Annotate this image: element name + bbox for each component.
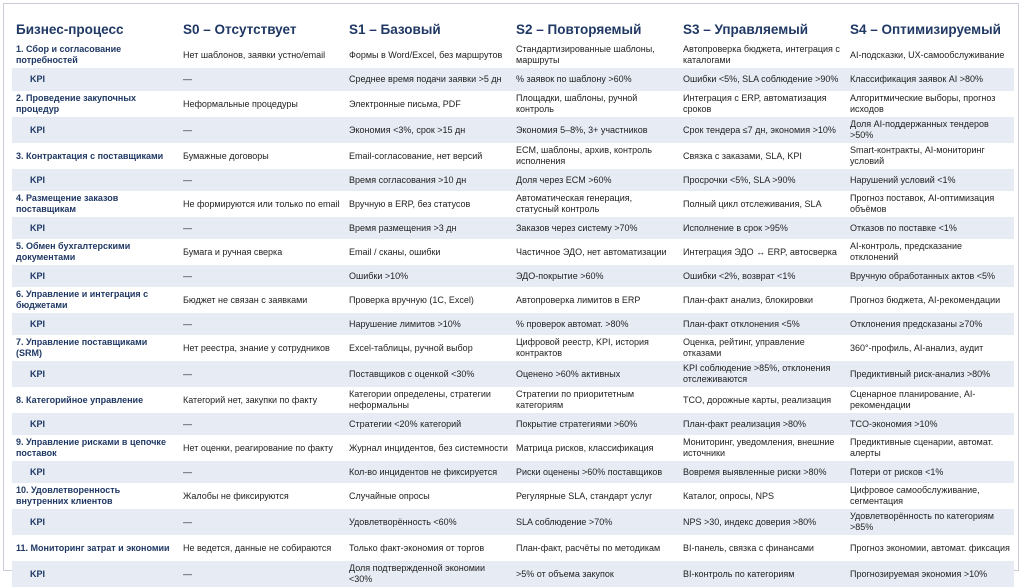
cell-s3: Срок тендера ≤7 дн, экономия >10% xyxy=(679,117,846,143)
cell-s3: Вовремя выявленные риски >80% xyxy=(679,461,846,483)
cell-s3: Интеграция ЭДО ↔ ERP, автосверка xyxy=(679,239,846,265)
cell-s2: Риски оценены >60% поставщиков xyxy=(512,461,679,483)
cell-s1: Среднее время подачи заявки >5 дн xyxy=(345,68,512,91)
cell-s4: AI-контроль, предсказание отклонений xyxy=(846,239,1014,265)
cell-s2: Оценено >60% активных xyxy=(512,361,679,387)
cell-s0: — xyxy=(179,361,345,387)
header-row xyxy=(12,16,1014,42)
cell-s0: — xyxy=(179,509,345,535)
cell-s0: — xyxy=(179,68,345,91)
cell-s0: — xyxy=(179,461,345,483)
cell-s3: Автопроверка бюджета, интеграция с каталогами xyxy=(679,42,846,68)
process-name: 4. Размещение заказов поставщикам xyxy=(12,191,179,217)
maturity-matrix-table xyxy=(12,16,1014,587)
cell-s4: Предиктивный риск-анализ >80% xyxy=(846,361,1014,387)
cell-s4: Smart-контракты, AI-мониторинг условий xyxy=(846,143,1014,169)
cell-s2: Автоматическая генерация, статусный контроль xyxy=(512,191,679,217)
cell-s4: Прогноз экономии, автомат. фиксация xyxy=(846,535,1014,561)
process-name: 8. Категорийное управление xyxy=(12,387,179,413)
kpi-row xyxy=(12,413,1014,435)
process-name: 1. Сбор и согласование потребностей xyxy=(12,42,179,68)
cell-s1: Время согласования >10 дн xyxy=(345,169,512,191)
cell-s0: — xyxy=(179,117,345,143)
cell-s3: BI-контроль по категориям xyxy=(679,561,846,587)
cell-s0: Жалобы не фиксируются xyxy=(179,483,345,509)
header-s4: S4 – Оптимизируемый xyxy=(850,21,1001,37)
cell-s2: >5% от объема закупок xyxy=(512,561,679,587)
cell-s4: Нарушений условий <1% xyxy=(846,169,1014,191)
cell-s2: Автопроверка лимитов в ERP xyxy=(512,287,679,313)
cell-s3: Полный цикл отслеживания, SLA xyxy=(679,191,846,217)
cell-s1: Стратегии <20% категорий xyxy=(345,413,512,435)
cell-s1: Поставщиков с оценкой <30% xyxy=(345,361,512,387)
kpi-label: KPI xyxy=(12,361,179,387)
cell-s4: 360°-профиль, AI-анализ, аудит xyxy=(846,335,1014,361)
kpi-row xyxy=(12,313,1014,335)
kpi-label: KPI xyxy=(12,413,179,435)
cell-s0: Нет шаблонов, заявки устно/email xyxy=(179,42,345,68)
kpi-label: KPI xyxy=(12,68,179,91)
cell-s4: Отклонения предсказаны ≥70% xyxy=(846,313,1014,335)
cell-s3: Оценка, рейтинг, управление отказами xyxy=(679,335,846,361)
cell-s3: BI-панель, связка с финансами xyxy=(679,535,846,561)
kpi-row xyxy=(12,117,1014,143)
cell-s0: — xyxy=(179,561,345,587)
cell-s3: План-факт отклонения <5% xyxy=(679,313,846,335)
cell-s4: Цифровое самообслуживание, сегментация xyxy=(846,483,1014,509)
cell-s3: Исполнение в срок >95% xyxy=(679,217,846,239)
cell-s3: TCO, дорожные карты, реализация xyxy=(679,387,846,413)
cell-s2: Доля через ECM >60% xyxy=(512,169,679,191)
process-name: 5. Обмен бухгалтерскими документами xyxy=(12,239,179,265)
header-s2: S2 – Повторяемый xyxy=(516,21,642,37)
kpi-row xyxy=(12,265,1014,287)
kpi-row xyxy=(12,169,1014,191)
cell-s0: Бюджет не связан с заявками xyxy=(179,287,345,313)
cell-s2: ЭДО-покрытие >60% xyxy=(512,265,679,287)
process-row xyxy=(12,143,1014,169)
cell-s1: Доля подтвержденной экономии <30% xyxy=(345,561,512,587)
cell-s0: — xyxy=(179,217,345,239)
cell-s1: Нарушение лимитов >10% xyxy=(345,313,512,335)
kpi-label: KPI xyxy=(12,217,179,239)
cell-s2: ECM, шаблоны, архив, контроль исполнения xyxy=(512,143,679,169)
cell-s4: Алгоритмические выборы, прогноз исходов xyxy=(846,91,1014,117)
cell-s4: Удовлетворённость по категориям >85% xyxy=(846,509,1014,535)
cell-s0: Не формируются или только по email xyxy=(179,191,345,217)
header-s0: S0 – Отсутствует xyxy=(183,21,297,37)
cell-s4: Прогнозируемая экономия >10% xyxy=(846,561,1014,587)
cell-s2: Матрица рисков, классификация xyxy=(512,435,679,461)
kpi-label: KPI xyxy=(12,561,179,587)
cell-s2: Площадки, шаблоны, ручной контроль xyxy=(512,91,679,117)
cell-s3: План-факт анализ, блокировки xyxy=(679,287,846,313)
kpi-row xyxy=(12,561,1014,587)
cell-s0: Бумага и ручная сверка xyxy=(179,239,345,265)
cell-s2: План-факт, расчёты по методикам xyxy=(512,535,679,561)
cell-s1: Время размещения >3 дн xyxy=(345,217,512,239)
cell-s3: KPI соблюдение >85%, отклонения отслеживаются xyxy=(679,361,846,387)
cell-s2: % проверок автомат. >80% xyxy=(512,313,679,335)
cell-s1: Проверка вручную (1С, Excel) xyxy=(345,287,512,313)
cell-s2: % заявок по шаблону >60% xyxy=(512,68,679,91)
cell-s3: NPS >30, индекс доверия >80% xyxy=(679,509,846,535)
cell-s4: AI-подсказки, UX-самообслуживание xyxy=(846,42,1014,68)
cell-s2: Заказов через систему >70% xyxy=(512,217,679,239)
kpi-row xyxy=(12,217,1014,239)
process-name: 7. Управление поставщиками (SRM) xyxy=(12,335,179,361)
cell-s4: TCO-экономия >10% xyxy=(846,413,1014,435)
cell-s1: Случайные опросы xyxy=(345,483,512,509)
process-row xyxy=(12,335,1014,361)
cell-s2: Стратегии по приоритетным категориям xyxy=(512,387,679,413)
kpi-row xyxy=(12,68,1014,91)
kpi-label: KPI xyxy=(12,265,179,287)
cell-s0: Нет оценки, реагирование по факту xyxy=(179,435,345,461)
process-row xyxy=(12,42,1014,68)
process-row xyxy=(12,91,1014,117)
cell-s0: Категорий нет, закупки по факту xyxy=(179,387,345,413)
cell-s0: Не ведется, данные не собираются xyxy=(179,535,345,561)
process-name: 2. Проведение закупочных процедур xyxy=(12,91,179,117)
cell-s4: Прогноз бюджета, AI-рекомендации xyxy=(846,287,1014,313)
kpi-label: KPI xyxy=(12,169,179,191)
cell-s1: Excel-таблицы, ручной выбор xyxy=(345,335,512,361)
cell-s1: Только факт-экономия от торгов xyxy=(345,535,512,561)
cell-s3: Ошибки <5%, SLA соблюдение >90% xyxy=(679,68,846,91)
cell-s0: Нет реестра, знание у сотрудников xyxy=(179,335,345,361)
cell-s2: Регулярные SLA, стандарт услуг xyxy=(512,483,679,509)
cell-s4: Потери от рисков <1% xyxy=(846,461,1014,483)
process-name: 6. Управление и интеграция с бюджетами xyxy=(12,287,179,313)
cell-s0: Неформальные процедуры xyxy=(179,91,345,117)
kpi-label: KPI xyxy=(12,461,179,483)
cell-s4: Вручную обработанных актов <5% xyxy=(846,265,1014,287)
cell-s3: Просрочки <5%, SLA >90% xyxy=(679,169,846,191)
kpi-label: KPI xyxy=(12,313,179,335)
kpi-row xyxy=(12,509,1014,535)
cell-s1: Ошибки >10% xyxy=(345,265,512,287)
cell-s1: Email-согласование, нет версий xyxy=(345,143,512,169)
cell-s1: Вручную в ERP, без статусов xyxy=(345,191,512,217)
cell-s0: Бумажные договоры xyxy=(179,143,345,169)
process-row xyxy=(12,435,1014,461)
kpi-row xyxy=(12,361,1014,387)
process-name: 10. Удовлетворенность внутренних клиентов xyxy=(12,483,179,509)
cell-s1: Формы в Word/Excel, без маршрутов xyxy=(345,42,512,68)
cell-s1: Экономия <3%, срок >15 дн xyxy=(345,117,512,143)
process-name: 3. Контрактация с поставщиками xyxy=(12,143,179,169)
cell-s3: Мониторинг, уведомления, внешние источники xyxy=(679,435,846,461)
cell-s2: Цифровой реестр, KPI, история контрактов xyxy=(512,335,679,361)
cell-s2: Экономия 5–8%, 3+ участников xyxy=(512,117,679,143)
process-name: 9. Управление рисками в цепочке поставок xyxy=(12,435,179,461)
cell-s0: — xyxy=(179,313,345,335)
process-row xyxy=(12,535,1014,561)
process-row xyxy=(12,239,1014,265)
header-s3: S3 – Управляемый xyxy=(683,21,809,37)
cell-s1: Удовлетворённость <60% xyxy=(345,509,512,535)
cell-s3: Связка с заказами, SLA, KPI xyxy=(679,143,846,169)
kpi-label: KPI xyxy=(12,509,179,535)
process-name: 11. Мониторинг затрат и экономии xyxy=(12,535,179,561)
cell-s2: SLA соблюдение >70% xyxy=(512,509,679,535)
cell-s2: Частичное ЭДО, нет автоматизации xyxy=(512,239,679,265)
cell-s3: План-факт реализация >80% xyxy=(679,413,846,435)
process-row xyxy=(12,483,1014,509)
process-row xyxy=(12,287,1014,313)
cell-s2: Стандартизированные шаблоны, маршруты xyxy=(512,42,679,68)
cell-s4: Отказов по поставке <1% xyxy=(846,217,1014,239)
kpi-row xyxy=(12,461,1014,483)
cell-s2: Покрытие стратегиями >60% xyxy=(512,413,679,435)
slide-frame xyxy=(3,3,1019,584)
cell-s3: Ошибки <2%, возврат <1% xyxy=(679,265,846,287)
cell-s4: Прогноз поставок, AI-оптимизация объёмов xyxy=(846,191,1014,217)
kpi-label: KPI xyxy=(12,117,179,143)
process-row xyxy=(12,387,1014,413)
process-row xyxy=(12,191,1014,217)
cell-s3: Каталог, опросы, NPS xyxy=(679,483,846,509)
header-s1: S1 – Базовый xyxy=(349,21,441,37)
header-process: Бизнес-процесс xyxy=(16,21,124,37)
cell-s4: Предиктивные сценарии, автомат. алерты xyxy=(846,435,1014,461)
cell-s1: Кол-во инцидентов не фиксируется xyxy=(345,461,512,483)
cell-s1: Категории определены, стратегии неформальны xyxy=(345,387,512,413)
cell-s1: Электронные письма, PDF xyxy=(345,91,512,117)
cell-s4: Сценарное планирование, AI-рекомендации xyxy=(846,387,1014,413)
cell-s1: Email / сканы, ошибки xyxy=(345,239,512,265)
cell-s0: — xyxy=(179,413,345,435)
cell-s4: Классификация заявок AI >80% xyxy=(846,68,1014,91)
cell-s0: — xyxy=(179,265,345,287)
cell-s0: — xyxy=(179,169,345,191)
cell-s1: Журнал инцидентов, без системности xyxy=(345,435,512,461)
cell-s3: Интеграция с ERP, автоматизация сроков xyxy=(679,91,846,117)
cell-s4: Доля AI-поддержанных тендеров >50% xyxy=(846,117,1014,143)
